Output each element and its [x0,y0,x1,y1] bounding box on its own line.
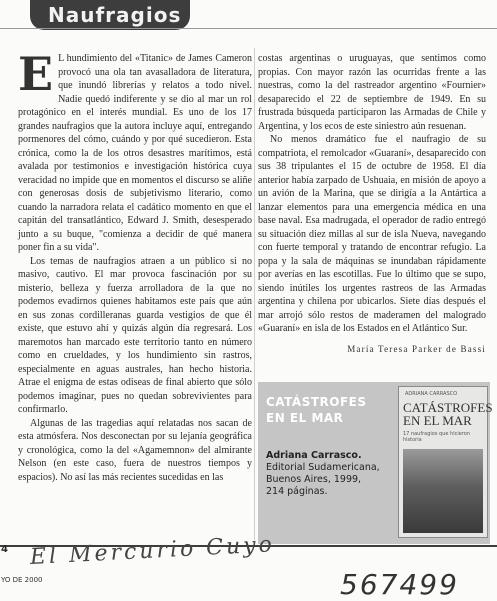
book-cover-image [398,386,493,538]
page-number: 4 [1,544,8,555]
article-paragraph [18,47,252,255]
cover-author: ADRIANA CARRASCO [405,391,458,397]
book-title [266,394,367,426]
book-publisher: Editorial Sudamericana, [266,462,380,473]
book-details [266,450,396,498]
dropcap-letter: E [18,47,54,101]
book-author: Adriana Carrasco. [266,450,362,461]
book-title-line: EN EL MAR [266,411,344,425]
article-column-left [18,47,252,484]
cover-photo [403,449,483,533]
article-paragraph: Los temas de naufragios atraen a un público si no masivo, cautivo. El mar provoca fascinación por su misterio, belleza y fuerza arrolladora de la que no podemos evadirnos quienes habitamos este país que aún en sus zonas cordilleranas guarda vestigios de que él existe, que estuvo ahí y quizás algún día regresará. Los maremotos han marcado este territorio tanto en número como en crueldades, y los hundimiento sin rastros, especialmente en aguas australes, han hecho historia. Atrae el enigma de estas odiseas de final abierto que sólo podemos imaginar, pues no quedan sobrevivientes para confirmarlo. [18,255,252,415]
book-pages: 214 páginas. [266,486,328,497]
book-place-year: Buenos Aires, 1999, [266,474,362,485]
article-column-right [258,52,486,354]
book-title-line: CATÁSTROFES [266,395,367,409]
header-rule [0,28,497,29]
article-paragraph: costas argentinas o uruguayas, que sentimos como propias. Con mayor razón las ocurridas frente a las nuestras, como la del rastreador argentino «Fournier» desaparecido el 22 de septiembre de 1949. En su frustrada búsqueda participaron las Armadas de Chile y Argentina, y los ecos de este siniestro aún resuenan. [258,53,486,132]
cover-title: CATÁSTROFES EN EL MAR [403,400,493,428]
book-info-box [258,382,493,544]
article-paragraph: Algunas de las tragedias aquí relatadas nos sacan de esta atmósfera. Nos desconectan por su lejanía geográfica y cronológica, como la del «Agamemnon» del almirante Nelson (en este caso, fuera de nuestros tiempos y espacios). No así las más recientes sucedidas en las [18,417,252,483]
footer-date: YO DE 2000 [1,576,43,584]
cover-subtitle: 17 naufragios que hicieron historia [403,431,471,443]
handwritten-note: El Mercurio Cuyo [29,532,276,570]
handwritten-number: 567499 [340,568,459,601]
section-title: Naufragios [48,3,182,27]
article-paragraph: No menos dramático fue el naufragio de su compatriota, el remolcador «Guaraní», desaparecido con sus 38 tripulantes el 15 de octubre de 1958. El día anterior había zarpado de Ushuaia, en misión de apoyo a un avión de la Marina, que se dirigía a la Antártica a lanzar elementos para una emergencia médica en una base naval. Esa madrugada, el operador de radio entregó su situación diez millas al sur de isla Nueva, navegando con fuerte temporal y tratando de encontrar refugio. La popa y la sala de máquinas se inundaban rápidamente por averías en las escotillas. Fue lo último que se supo, siendo inútiles los urgentes rastreos de las Armadas argentina y chilena por ubicarlos. Siete días después el mar arrojó sólo restos de maderamen del malogrado «Guaraní» en isla de los Estados en el Atlántico Sur. [258,134,486,334]
article-byline: María Teresa Parker de Bassi [347,343,486,354]
column-divider [254,48,255,540]
article-paragraph-text: L hundimiento del «Titanic» de James Cameron provocó una ola tan avasalladora de literatura, que inundó librerías y relatos a todo nivel. Nadie quedó indiferente y se dio al mar un rol protagónico en el interés mundial. Es uno de los 17 grandes naufragios que la autora incluye aquí, entregando pormenores del cómo, cuándo y por qué sucedieron. Esta crónica, como la de los otros desastres marítimos, está avalada por testimonios e investigación histórica cuya veracidad no impide que en momentos el discurso se aliñe con generosas dosis de subjetivismo literario, como cuando la narradora relata el cadático momento en que el capitán del transatlántico, Edward J. Smith, desesperado junto a su buque, "comienza a decidir de qué manera poner fin a su vida". [18,53,252,253]
